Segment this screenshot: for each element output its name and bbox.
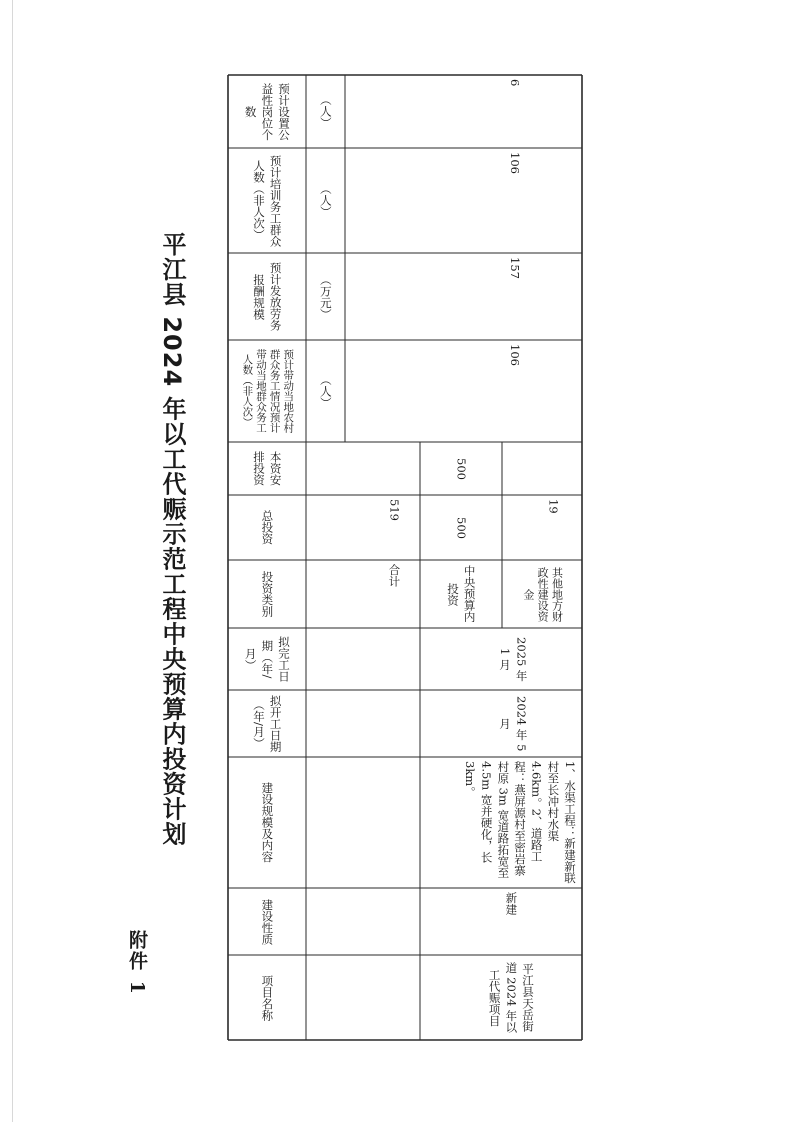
invest-total-local: 19 xyxy=(546,499,561,514)
cell-end-date: 2025 年 1 月 xyxy=(498,636,529,682)
header-total: 总投资 xyxy=(260,510,275,545)
header-posts: 预计设置公益性岗位个数 xyxy=(243,82,292,141)
invest-total-central: 500 xyxy=(454,516,469,539)
header-nature: 建设性质 xyxy=(260,898,275,945)
invest-type-local: 其他地方财政性建设资金 xyxy=(521,566,564,622)
header-labor-people: 预计带动当地农村群众务工情况预计带动当地群众务工人数（非人次） xyxy=(241,349,295,433)
cell-posts: 6 xyxy=(507,79,522,87)
unit-labor-people: （人） xyxy=(318,373,333,409)
cell-labor-pay: 157 xyxy=(507,257,522,279)
cell-nature: 新建 xyxy=(504,892,519,915)
invest-type-total: 合计 xyxy=(387,564,402,587)
unit-posts: （人） xyxy=(318,94,333,129)
cell-labor-people: 106 xyxy=(507,344,522,366)
cell-training: 106 xyxy=(507,152,522,174)
header-this-year: 本资安排投资 xyxy=(252,451,283,486)
cell-project-name: 平江县天岳街道 2024 年以工代赈项目 xyxy=(487,961,536,1034)
unit-training: （人） xyxy=(318,183,333,218)
annex-label: 附件 1 xyxy=(126,930,148,996)
invest-type-central: 中央预算内投资 xyxy=(446,565,477,623)
header-labor-pay: 预计发放劳务报酬规模 xyxy=(252,262,283,331)
invest-total-total: 519 xyxy=(387,499,402,521)
header-project-name: 项目名称 xyxy=(260,974,275,1021)
invest-this-year-central: 500 xyxy=(454,457,469,480)
header-invest-type: 投资类别 xyxy=(260,571,275,617)
cell-start-date: 2024 年 5 月 xyxy=(498,695,529,752)
unit-labor-pay: （万元） xyxy=(318,273,333,320)
header-training: 预计培训务工群众人数（非人次） xyxy=(252,154,283,247)
cell-scale: 1、水渠工程：新建新联村至长冲村水渠4.6km。2、道路工程：燕屏源村至密岩寨村原 3m 宽道路拓宽至 4.5m 宽并硬化，长 3km。 xyxy=(462,761,577,884)
page-title: 平江县 2024 年以工代赈示范工程中央预算内投资计划 xyxy=(158,232,186,847)
header-scale: 建设规模及内容 xyxy=(260,782,275,863)
header-start-date: 拟开工日期（年/月） xyxy=(252,694,283,753)
header-end-date: 拟完工日期（年/月） xyxy=(243,636,292,682)
